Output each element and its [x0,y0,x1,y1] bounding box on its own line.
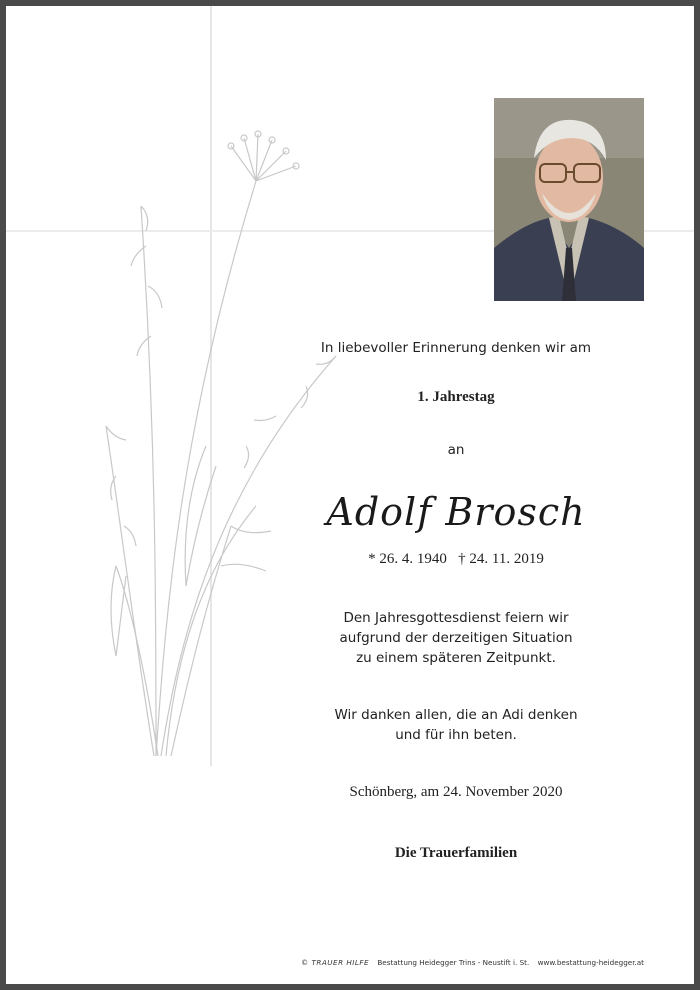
intro-text: In liebevoller Erinnerung denken wir am [320,340,592,356]
life-dates: * 26. 4. 1940 † 24. 11. 2019 [368,551,544,567]
occasion-heading: 1. Jahrestag [417,389,495,405]
portrait-illustration [494,98,644,301]
connector-text: an [447,442,465,458]
portrait-photo [494,98,644,301]
signature: Die Trauerfamilien [394,845,518,861]
deceased-name: Adolf Brosch [326,490,586,534]
memorial-card [6,6,694,984]
footer [301,958,681,967]
place-date: Schönberg, am 24. November 2020 [349,784,563,800]
footer-company: Bestattung Heidegger Trins - Neustift i. St. [377,958,530,967]
footer-website[interactable]: www.bestattung-heidegger.at [537,958,644,967]
service-line-1: Den Jahresgottesdienst feiern wir [343,610,569,626]
thanks-line-2: und für ihn beten. [395,727,517,743]
thanks-line-1: Wir danken allen, die an Adi denken [334,707,578,723]
footer-copyright: © TRAUER HILFE [301,958,370,967]
service-line-3: zu einem späteren Zeitpunkt. [356,650,556,666]
service-line-2: aufgrund der derzeitigen Situation [339,630,573,646]
